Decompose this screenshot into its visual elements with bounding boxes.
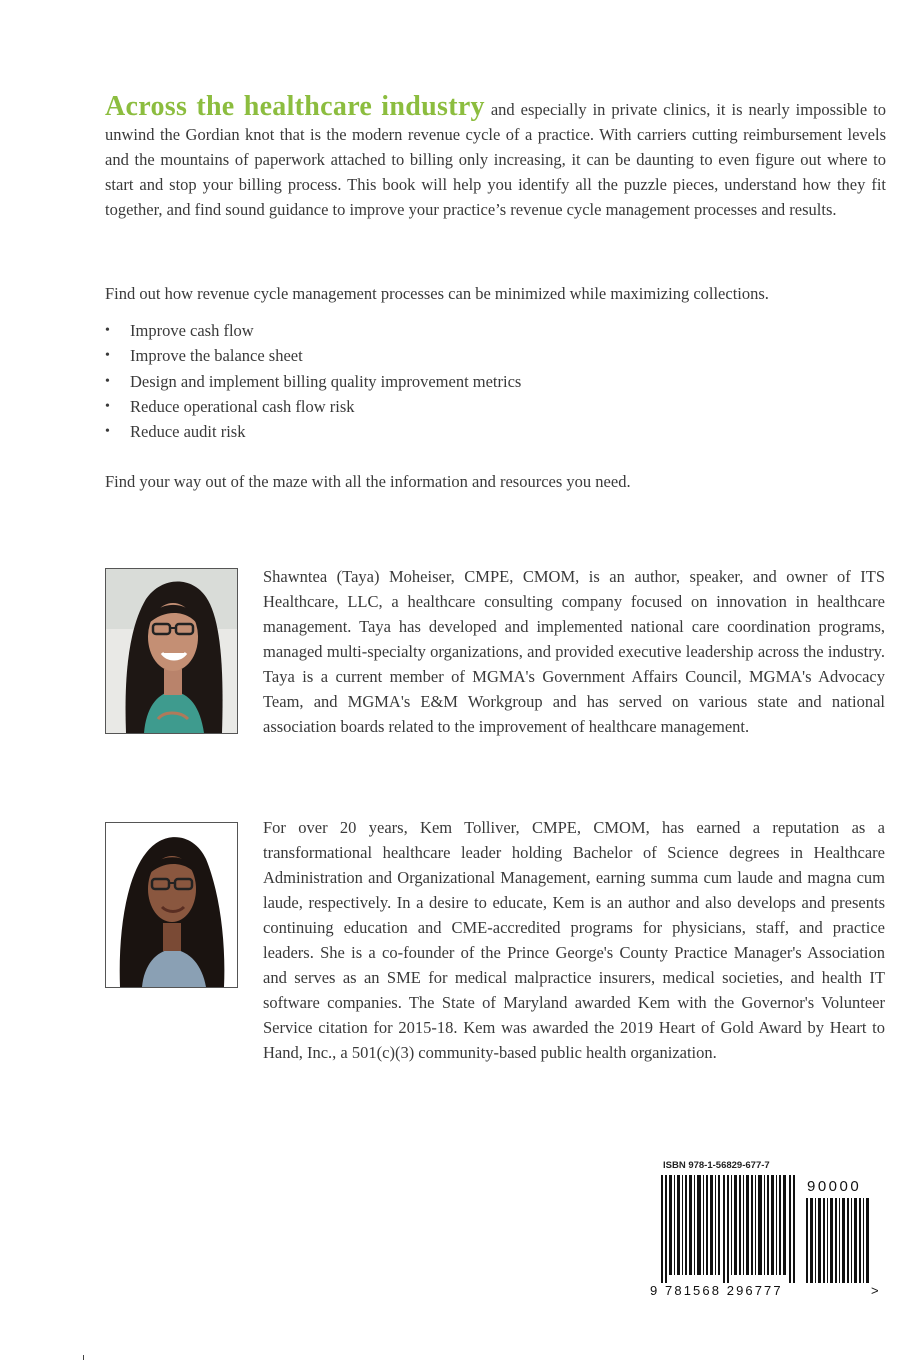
list-item: • Design and implement billing quality improvement metrics <box>105 369 521 394</box>
bullet-icon: • <box>105 398 110 414</box>
subtitle-paragraph: Find out how revenue cycle management processes can be minimized while maximizing collections. <box>105 284 769 303</box>
list-item: • Improve cash flow <box>105 318 521 343</box>
price-code: 90000 <box>807 1178 862 1195</box>
intro-body: and especially in private clinics, it is nearly impossible to unwind the Gordian knot that is the modern revenue cycle of a practice. With carriers cutting reimbursement levels and the mountains of paperwork attached to billing only increasing, it can be daunting to even figure out where to start and stop your billing process. This book will help you identify all the puzzle pieces, understand how they fit together, and find sound guidance to improve your practice’s revenue cycle management processes and results. <box>105 100 886 219</box>
isbn-label: ISBN 978-1-56829-677-7 <box>663 1160 770 1171</box>
bullet-icon: • <box>105 348 110 364</box>
author-photo-taya <box>105 568 238 734</box>
author-bio-kem: For over 20 years, Kem Tolliver, CMPE, CMOM, has earned a reputation as a transformational healthcare leader holding Bachelor of Science degrees in Healthcare Administration and Organizational Management, earning summa cum laude and magna cum laude, respectively. In a desire to educate, Kem is an author and also develops and presents continuing education and CME-accredited programs for physicians, staff, and practice leaders. She is a co-founder of the Prince George's County Practice Manager's Association and serves as an SME for medical malpractice insurers, medical societies, and health IT software companies. The State of Maryland awarded Kem with the Governor's Volunteer Service citation for 2015-18. Kem was awarded the 2019 Heart of Gold Award by Heart to Hand, Inc., a 501(c)(3) community-based public health organization. <box>263 818 885 1062</box>
bullet-icon: • <box>105 323 110 338</box>
author-photo-kem <box>105 822 238 988</box>
price-barcode-icon <box>806 1198 870 1283</box>
isbn-digits: 9 781568 296777 <box>650 1283 783 1298</box>
bullet-icon: • <box>105 373 110 389</box>
list-item: • Reduce audit risk <box>105 419 521 444</box>
barcode-bars-icon <box>661 1175 799 1283</box>
bullet-icon: • <box>105 424 110 440</box>
closing-paragraph: Find your way out of the maze with all the information and resources you need. <box>105 472 631 491</box>
trim-mark <box>83 1355 84 1360</box>
author-bio-taya: Shawntea (Taya) Moheiser, CMPE, CMOM, is an author, speaker, and owner of ITS Healthcare, LLC, a healthcare consulting company focused on innovation in healthcare management. Taya has developed and implemented national care coordination programs, managed multi-specialty organizations, and provided executive leadership across the industry. Taya is a current member of MGMA's Government Affairs Council, MGMA's Advocacy Team, and MGMA's E&M Workgroup and has served on various state and national association boards related to the improvement of healthcare management. <box>263 567 885 736</box>
benefits-list <box>105 318 521 444</box>
list-item: • Reduce operational cash flow risk <box>105 394 521 419</box>
isbn-barcode <box>636 1160 881 1300</box>
headline: Across the healthcare industry <box>105 91 485 122</box>
intro-paragraph <box>105 91 886 222</box>
quiet-zone-arrow: > <box>871 1283 879 1298</box>
list-item: • Improve the balance sheet <box>105 343 521 368</box>
